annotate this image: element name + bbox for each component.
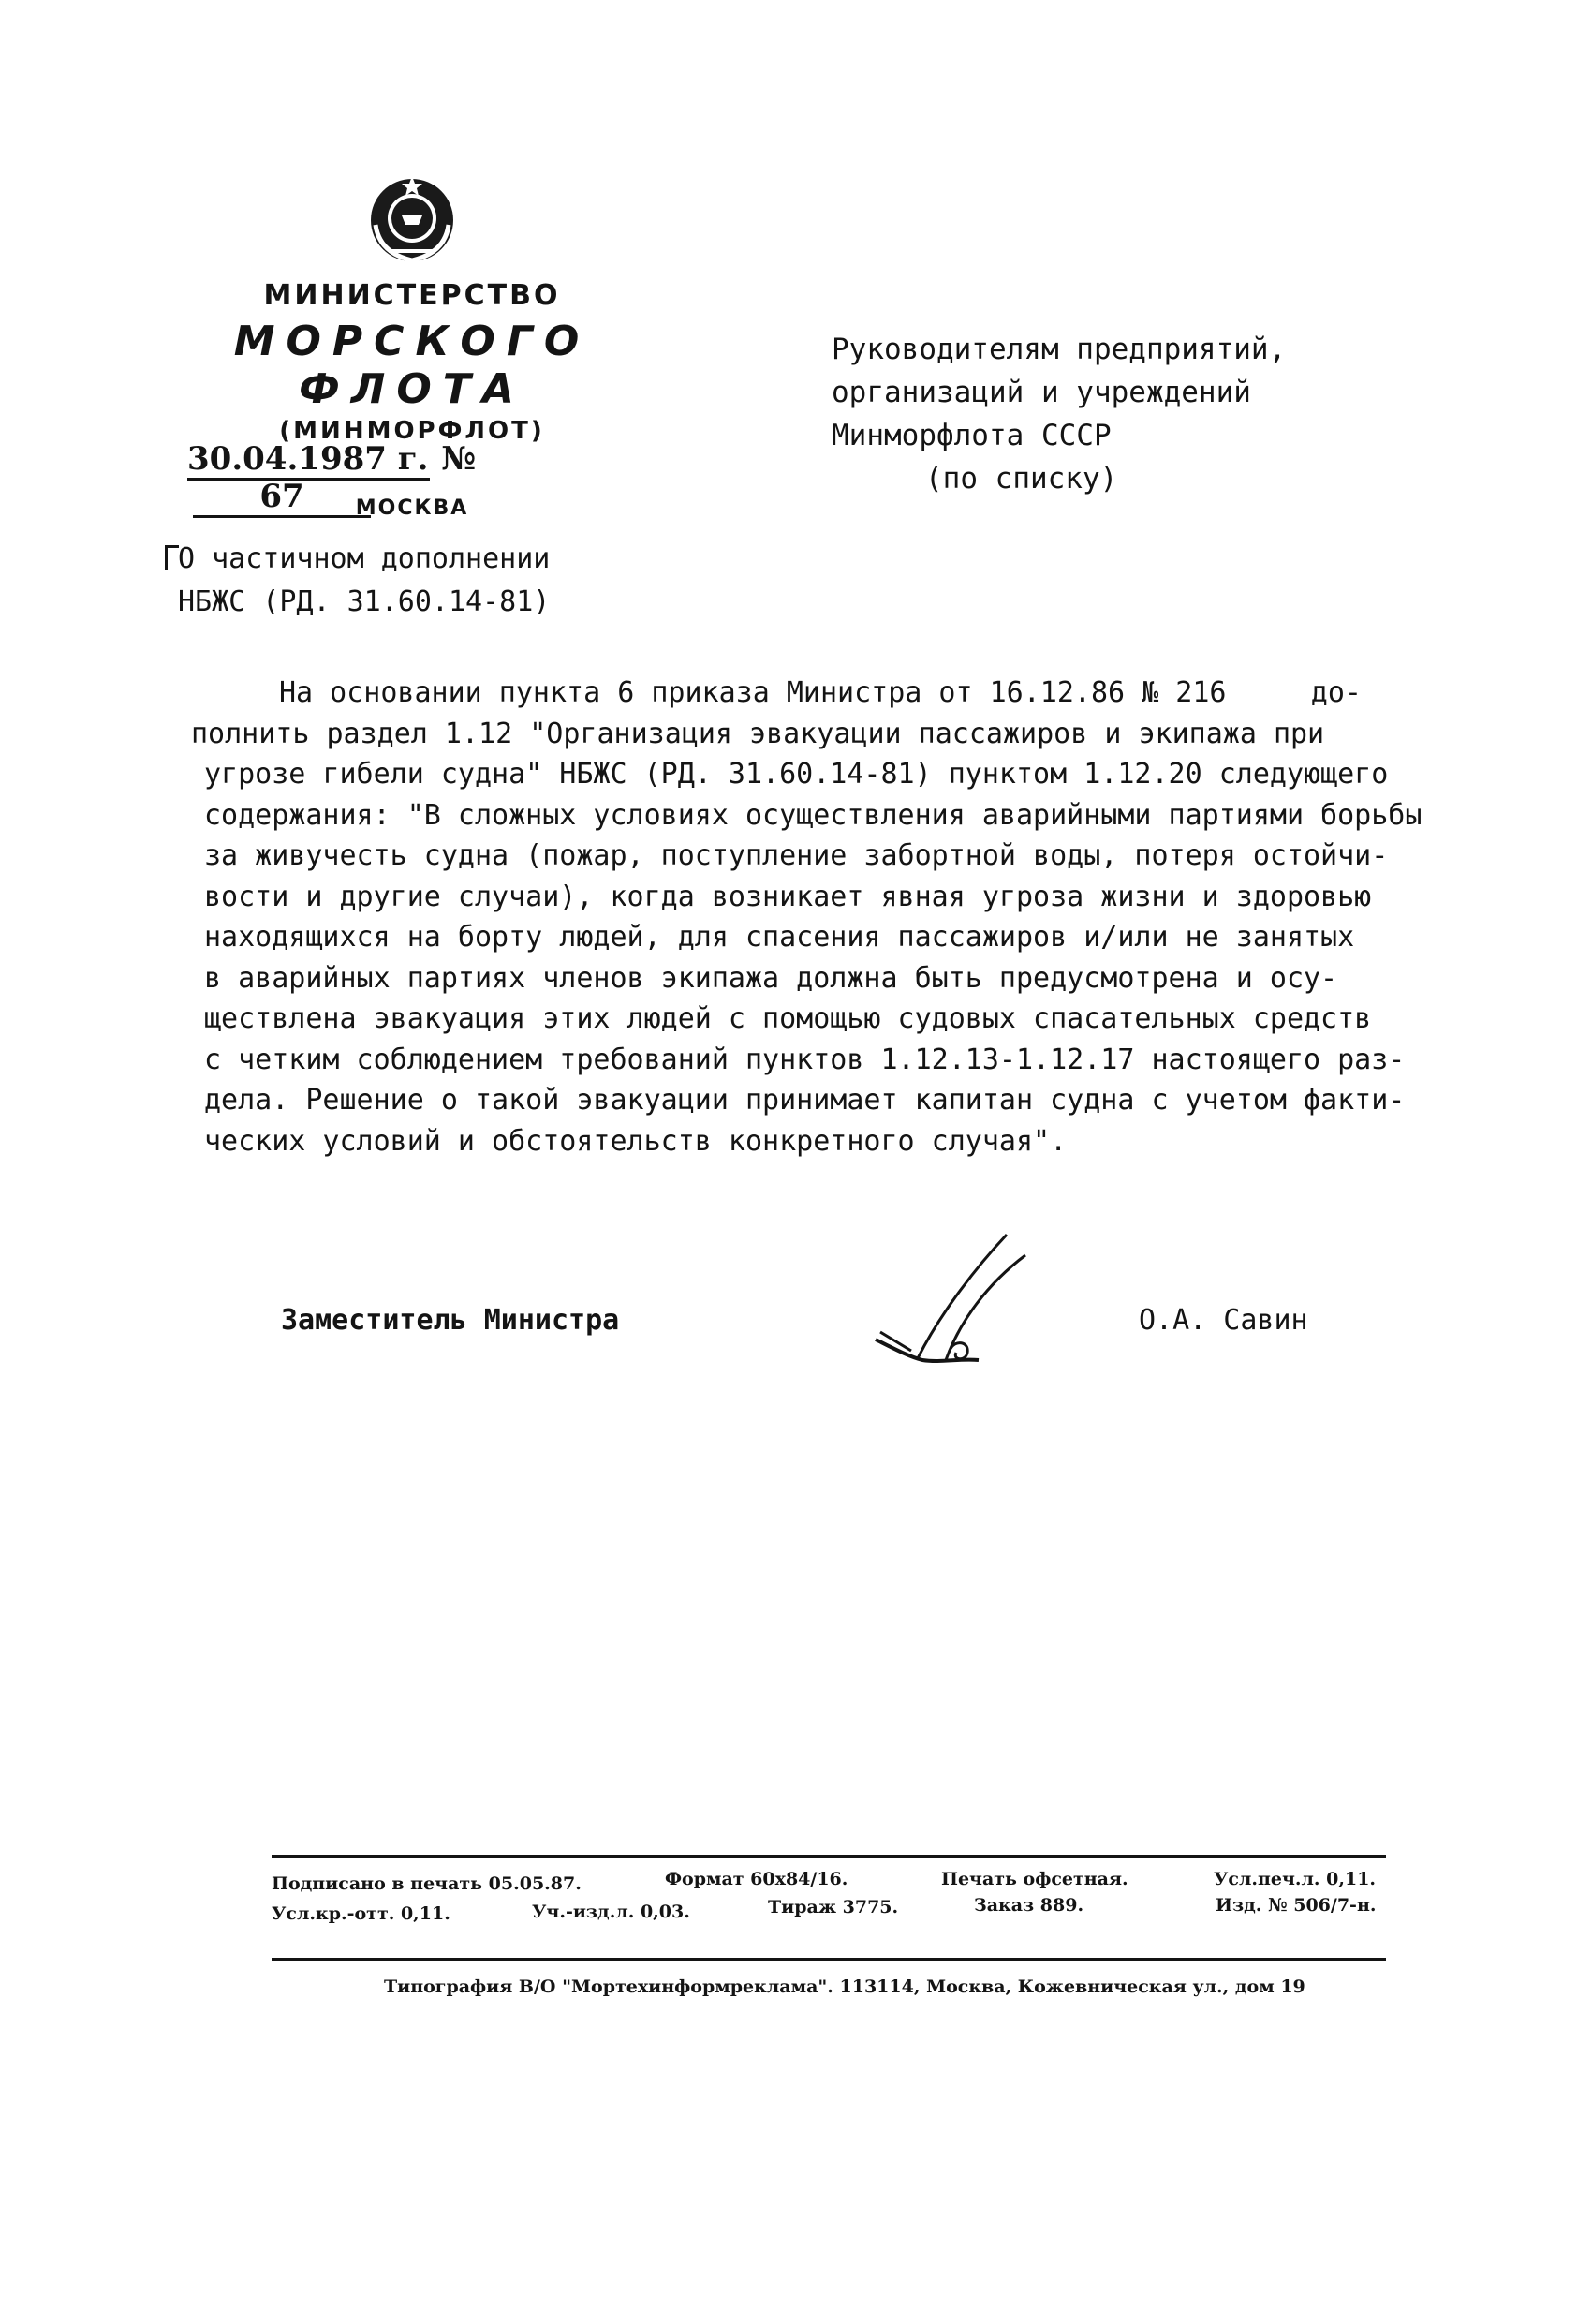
ussr-coat-of-arms-icon	[361, 169, 464, 272]
body-line: в аварийных партиях членов экипажа должна быть предусмотрена и осу-	[204, 961, 1338, 995]
imprint-format: Формат 60х84/16.	[665, 1869, 848, 1889]
body-line: полнить раздел 1.12 "Организация эвакуации пассажиров и экипажа при	[191, 717, 1325, 750]
imprint-run: Тираж 3775.	[768, 1897, 899, 1917]
signatory-name: О.А. Савин	[1139, 1304, 1308, 1337]
imprint-edition: Изд. № 506/7-н.	[1216, 1895, 1377, 1916]
addressee-line-3: Минморфлота СССР	[832, 419, 1112, 452]
number-sign: №	[441, 440, 477, 478]
addressee-line-4: (по списку)	[925, 462, 1118, 496]
signatory-title: Заместитель Министра	[281, 1304, 620, 1337]
ministry-label: МИНИСТЕРСТВО	[263, 279, 561, 312]
letterhead	[169, 169, 656, 445]
handwritten-signature	[866, 1227, 1044, 1377]
body-line: дела. Решение о такой эвакуации принимает капитан судна с учетом факти-	[204, 1084, 1406, 1117]
subject-line-2: НБЖС (РД. 31.60.14-81)	[178, 585, 551, 618]
body-line: На основании пункта 6 приказа Министра от 16.12.86 № 216 до-	[279, 676, 1362, 709]
body-line: содержания: "В сложных условиях осуществления аварийными партиями борьбы	[204, 798, 1422, 832]
imprint-color-prints: Усл.кр.-отт. 0,11.	[272, 1903, 450, 1924]
imprint-publisher-sheets: Уч.-изд.л. 0,03.	[532, 1902, 690, 1922]
subject-bracket	[165, 545, 179, 570]
printer-info: Типография В/О "Мортехинформреклама". 113114, Москва, Кожевническая ул., дом 19	[384, 1976, 1305, 1997]
body-line: ческих условий и обстоятельств конкретного случая".	[204, 1124, 1068, 1158]
body-line: находящихся на борту людей, для спасения пассажиров и/или не занятых	[204, 921, 1355, 954]
subject-line-1: О частичном дополнении	[178, 542, 551, 575]
city-label: МОСКВА	[355, 496, 469, 520]
order-body	[191, 673, 1422, 1162]
imprint-print-sheets: Усл.печ.л. 0,11.	[1214, 1869, 1377, 1889]
body-line: с четким соблюдением требований пунктов 1.12.13-1.12.17 настоящего раз-	[204, 1043, 1406, 1076]
body-line: угрозе гибели судна" НБЖС (РД. 31.60.14-81) пунктом 1.12.20 следующего	[204, 758, 1389, 791]
document-subject	[178, 538, 550, 624]
document-date: 30.04.1987 г.	[187, 440, 430, 481]
body-line: за живучесть судна (пожар, поступление забортной воды, потеря остойчи-	[204, 839, 1389, 872]
imprint-order: Заказ 889.	[974, 1895, 1084, 1916]
body-line: ществлена эвакуация этих людей с помощью судовых спасательных средств	[204, 1002, 1372, 1035]
ministry-abbreviation: (МИНМОРФЛОТ)	[279, 417, 545, 445]
addressee-line-2: организаций и учреждений	[832, 376, 1251, 409]
addressee-block	[832, 328, 1286, 500]
imprint-bottom-rule	[272, 1958, 1386, 1961]
imprint-signed: Подписано в печать 05.05.87.	[272, 1873, 582, 1894]
fleet-label: МОРСКОГО ФЛОТА	[233, 318, 591, 413]
imprint-print-type: Печать офсетная.	[941, 1869, 1128, 1889]
document-number: 67	[193, 478, 371, 518]
imprint-top-rule	[272, 1855, 1386, 1858]
addressee-line-1: Руководителям предприятий,	[832, 333, 1287, 366]
body-line: вости и другие случаи), когда возникает явная угроза жизни и здоровью	[204, 880, 1372, 913]
